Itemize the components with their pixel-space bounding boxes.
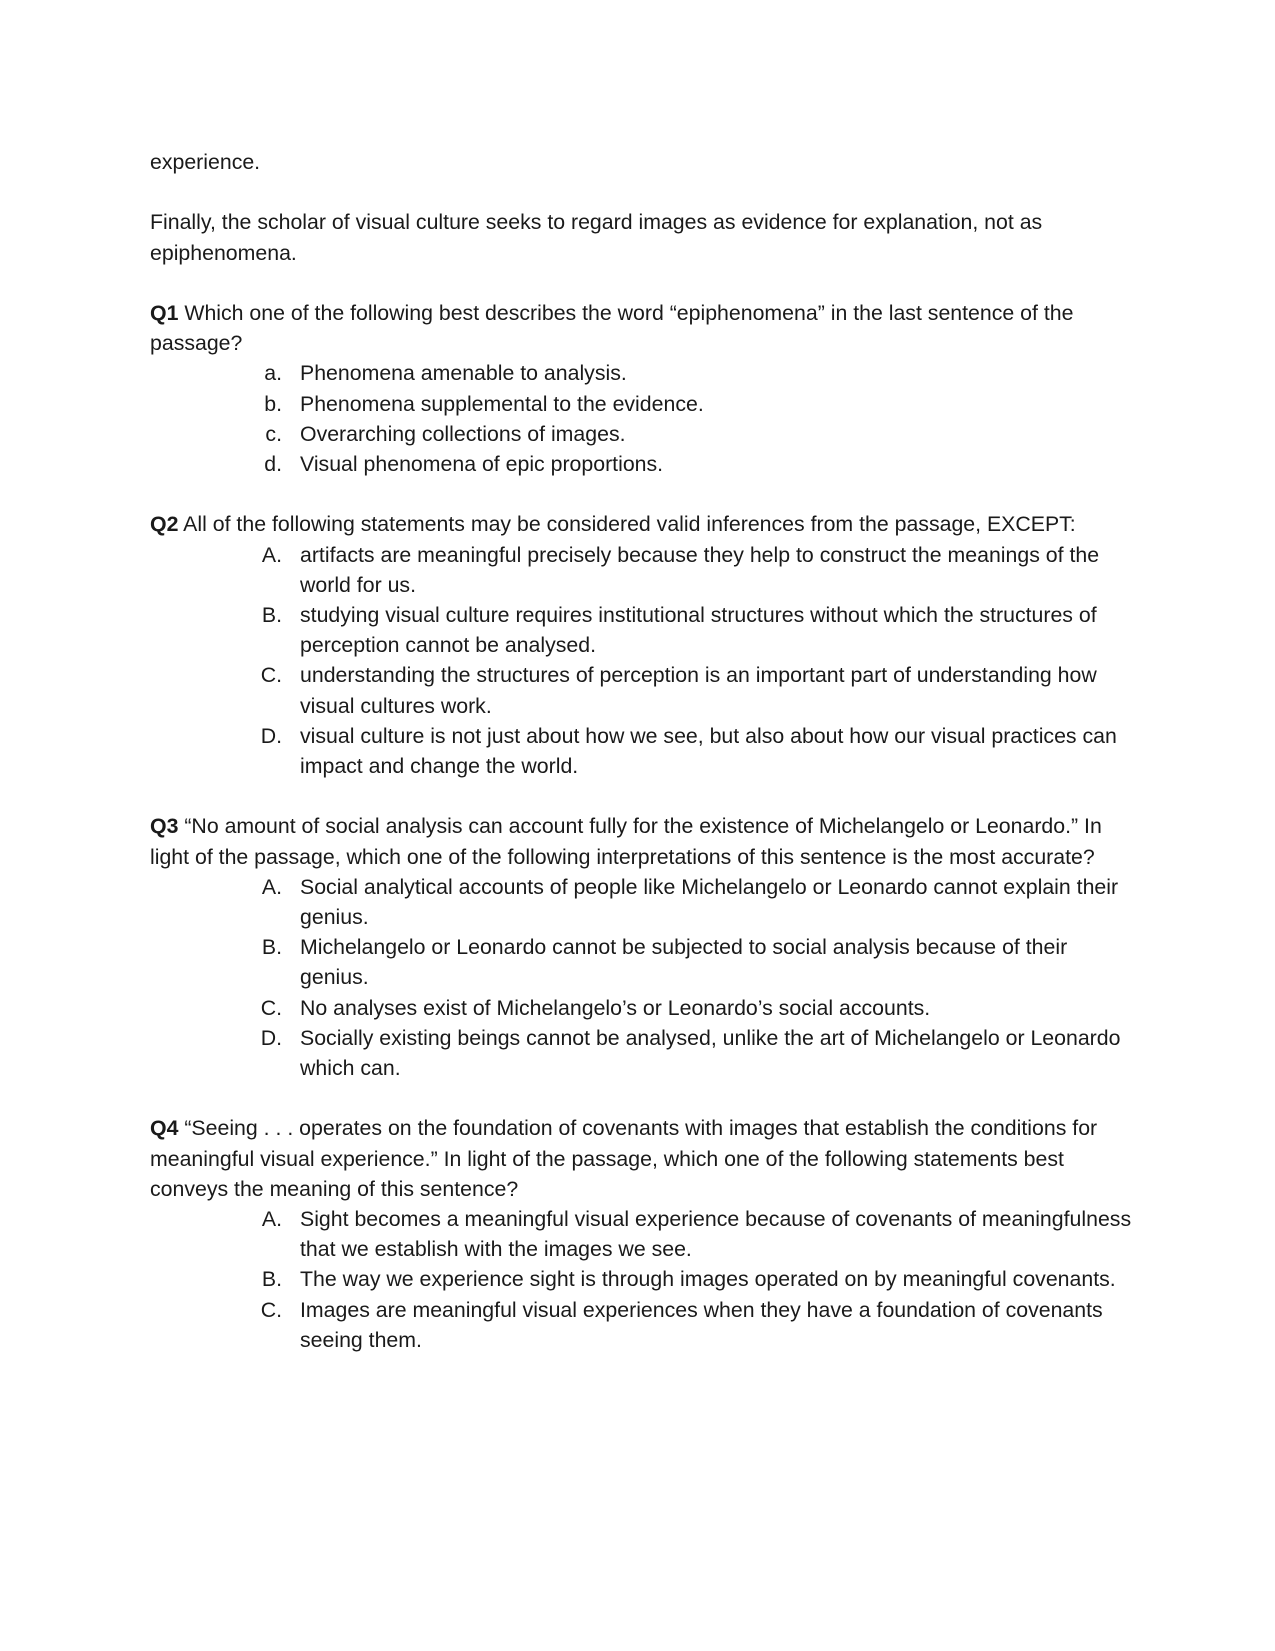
option-letter: B. xyxy=(261,1267,282,1292)
option-list xyxy=(150,358,1140,479)
option-text: Michelangelo or Leonardo cannot be subjected to social analysis because of their genius. xyxy=(300,935,1068,990)
option-text: The way we experience sight is through images operated on by meaningful covenants. xyxy=(300,1267,1116,1292)
option-list xyxy=(150,540,1140,782)
document-page xyxy=(150,147,1140,1355)
question-number: Q2 xyxy=(150,512,179,537)
question-number: Q3 xyxy=(150,814,179,839)
paragraph-gap xyxy=(150,268,1140,298)
option-item xyxy=(150,993,1140,1023)
option-letter: A. xyxy=(261,874,282,899)
question-number: Q4 xyxy=(150,1116,179,1141)
option-list xyxy=(150,872,1140,1083)
intro-paragraph: Finally, the scholar of visual culture seeks to regard images as evidence for explanation, not as epiphenomena. xyxy=(150,210,1043,265)
option-letter: D. xyxy=(260,1025,282,1050)
option-item xyxy=(150,358,1140,388)
option-text: understanding the structures of perception is an important part of understanding how visual cultures work. xyxy=(300,663,1097,718)
option-text: artifacts are meaningful precisely because they help to construct the meanings of the world for us. xyxy=(300,542,1100,597)
question-text: All of the following statements may be considered valid inferences from the passage, EXCEPT: xyxy=(183,512,1076,537)
option-text: Images are meaningful visual experiences when they have a foundation of covenants seeing them. xyxy=(300,1297,1103,1352)
option-letter: D. xyxy=(260,723,282,748)
option-item xyxy=(150,1023,1140,1083)
option-text: Phenomena amenable to analysis. xyxy=(300,361,627,386)
question-1 xyxy=(150,298,1140,479)
option-letter: b. xyxy=(264,391,282,416)
option-letter: A. xyxy=(261,1207,282,1232)
option-item xyxy=(150,1295,1140,1355)
option-letter: C. xyxy=(260,1297,282,1322)
option-letter: C. xyxy=(260,995,282,1020)
option-item xyxy=(150,1264,1140,1294)
intro-continuation: experience. xyxy=(150,150,261,174)
option-item xyxy=(150,872,1140,932)
paragraph-gap xyxy=(150,479,1140,509)
question-3 xyxy=(150,811,1140,1083)
option-letter: c. xyxy=(265,421,282,446)
question-stem xyxy=(150,811,1140,871)
option-letter: d. xyxy=(264,452,282,476)
question-text: “Seeing . . . operates on the foundation of covenants with images that establish the conditions for meaningful visual experience.” In light of the passage, which one of the following statements best conveys the meaning of this sentence? xyxy=(150,1116,1098,1201)
option-letter: a. xyxy=(264,361,282,386)
question-stem xyxy=(150,298,1140,358)
option-text: Socially existing beings cannot be analysed, unlike the art of Michelangelo or Leonardo which can. xyxy=(300,1025,1121,1081)
option-item xyxy=(150,419,1140,449)
option-item xyxy=(150,540,1140,600)
option-item xyxy=(150,449,1140,479)
option-text: Visual phenomena of epic proportions. xyxy=(300,452,664,476)
option-list xyxy=(150,1204,1140,1355)
option-letter: A. xyxy=(261,542,282,567)
option-letter: B. xyxy=(261,935,282,960)
option-item xyxy=(150,932,1140,992)
option-item xyxy=(150,721,1140,781)
option-text: Social analytical accounts of people like Michelangelo or Leonardo cannot explain their genius. xyxy=(300,874,1119,930)
question-stem xyxy=(150,1113,1140,1204)
option-item xyxy=(150,1204,1140,1264)
question-4 xyxy=(150,1113,1140,1355)
option-text: visual culture is not just about how we see, but also about how our visual practices can impact and change the world. xyxy=(300,723,1117,779)
option-text: Phenomena supplemental to the evidence. xyxy=(300,391,704,416)
option-text: Sight becomes a meaningful visual experience because of covenants of meaningfulness that we establish with the images we see. xyxy=(300,1207,1132,1262)
option-item xyxy=(150,389,1140,419)
option-item xyxy=(150,600,1140,660)
option-text: No analyses exist of Michelangelo’s or Leonardo’s social accounts. xyxy=(300,995,931,1020)
option-letter: B. xyxy=(261,603,282,627)
question-number: Q1 xyxy=(150,300,179,325)
option-item xyxy=(150,660,1140,720)
option-text: Overarching collections of images. xyxy=(300,421,626,446)
question-text: Which one of the following best describes the word “epiphenomena” in the last sentence of the passage? xyxy=(150,300,1074,356)
question-2 xyxy=(150,509,1140,781)
option-text: studying visual culture requires institutional structures without which the structures of perception cannot be analysed. xyxy=(300,603,1097,658)
paragraph-gap xyxy=(150,177,1140,207)
question-text: “No amount of social analysis can account fully for the existence of Michelangelo or Leonardo.” In light of the passage, which one of the following interpretations of this sentence is the most accurate? xyxy=(150,814,1102,869)
option-letter: C. xyxy=(260,663,282,688)
question-stem xyxy=(150,509,1140,539)
paragraph-gap xyxy=(150,1083,1140,1113)
paragraph-gap xyxy=(150,781,1140,811)
